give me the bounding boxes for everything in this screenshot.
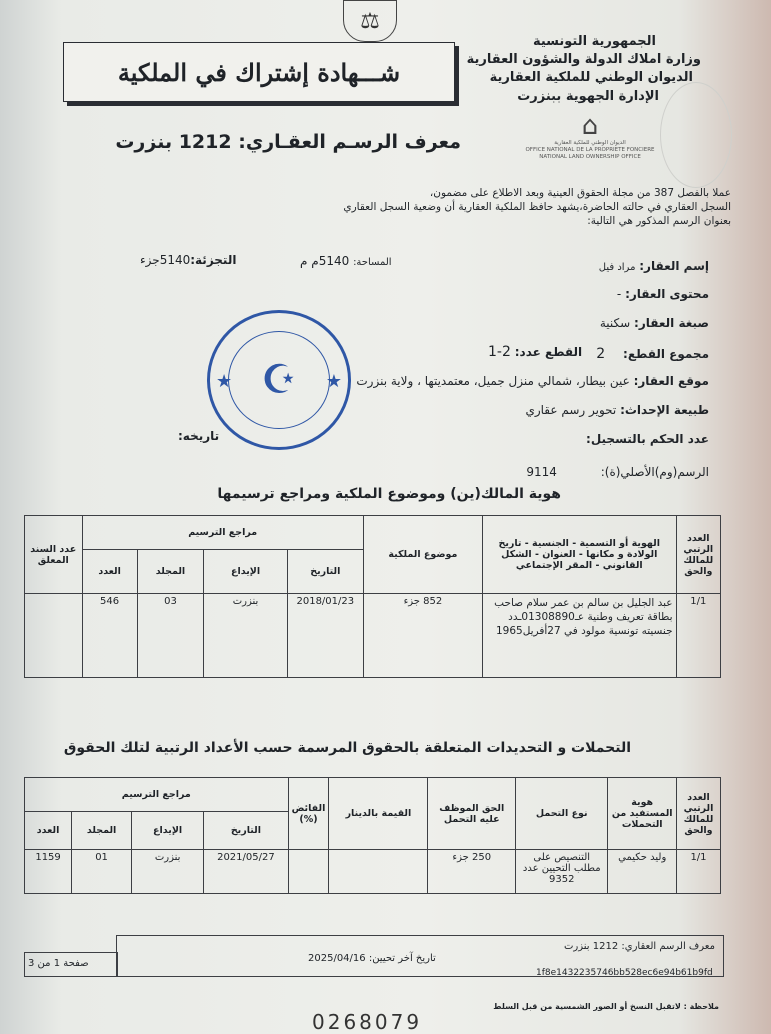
table-row bbox=[25, 594, 721, 678]
property-area: المساحة: 5140م م bbox=[300, 254, 392, 268]
property-content: محتوى العقار: - bbox=[616, 287, 709, 301]
col-beneficiary: هوية المستفيد من التحملات bbox=[608, 778, 677, 850]
property-judgment: عدد الحكم بالتسجيل: bbox=[586, 432, 709, 446]
col-deposit: الإيداع bbox=[204, 550, 287, 594]
property-subdivision: التجزئة:5140جزء bbox=[140, 253, 237, 267]
reference-value: 1212 بنزرت bbox=[115, 131, 232, 153]
owner-suspended bbox=[25, 594, 83, 678]
faded-stamp bbox=[660, 82, 732, 188]
intro-paragraph bbox=[131, 186, 731, 228]
property-lots-total: مجموع القطع: 2 bbox=[596, 346, 709, 362]
charge-number: 1159 bbox=[25, 850, 72, 894]
owner-order: 1/1 bbox=[676, 594, 720, 678]
col-right: الحق الموظف عليه التحمل bbox=[428, 778, 516, 850]
logo-english: NATIONAL LAND OWNERSHIP OFFICE bbox=[539, 154, 641, 160]
charges-section-title: التحملات و التحديدات المتعلقة بالحقوق المرسمة حسب الأعداد الرتبية لتلك الحقوق bbox=[63, 740, 631, 756]
onpf-logo bbox=[520, 112, 660, 161]
star-icon: ★ bbox=[325, 371, 342, 392]
col-number: العدد bbox=[25, 812, 72, 850]
col-refs: مراجع الترسيم bbox=[25, 778, 289, 812]
header-republic: الجمهورية التونسية bbox=[532, 34, 656, 49]
intro-line-3: بعنوان الرسم المذكور هي التالية: bbox=[587, 215, 731, 227]
charge-right: 250 جزء bbox=[428, 850, 516, 894]
col-order: العدد الرتبي للمالك والحق bbox=[676, 778, 720, 850]
col-deposit: الإيداع bbox=[132, 812, 204, 850]
official-round-stamp bbox=[207, 310, 351, 450]
col-date: التاريخ bbox=[204, 812, 288, 850]
col-amount: القيمة بالدينار bbox=[329, 778, 428, 850]
tunisia-coat-of-arms-icon: ☪ bbox=[228, 331, 330, 429]
star-icon: ★ bbox=[216, 371, 233, 392]
header-office: الديوان الوطني للملكية العقارية bbox=[489, 70, 693, 85]
table-row bbox=[25, 850, 721, 894]
logo-arabic: الديوان الوطني للملكية العقارية bbox=[554, 140, 626, 146]
header-directorate: الإدارة الجهوية ببنزرت bbox=[517, 89, 659, 104]
col-date: التاريخ bbox=[287, 550, 363, 594]
reference-title bbox=[115, 131, 461, 153]
col-identity: الهوية أو التسمية - الجنسية - تاريخ الولادة و مكانها - العنوان - الشكل القانوني - المقر الإجتماعي bbox=[482, 516, 676, 594]
owners-table bbox=[24, 515, 721, 678]
property-type: صبغة العقار: سكنية bbox=[599, 316, 709, 330]
charge-order: 1/1 bbox=[676, 850, 720, 894]
owners-section-title: هوية المالك(ين) وموضوع الملكية ومراجع ترسيمها bbox=[217, 486, 561, 502]
intro-line-2: السجل العقاري في حالته الحاضرة،يشهد حافظ الملكية العقارية أن وضعية السجل العقاري bbox=[343, 201, 731, 213]
reference-label: معرف الرسـم العقـاري: bbox=[238, 131, 461, 153]
onpf-building-icon: ⌂ bbox=[581, 111, 599, 141]
property-lots-number: القطع عدد: 2-1 bbox=[488, 344, 583, 360]
property-creation: طبيعة الإحداث: تحوير رسم عقاري bbox=[525, 403, 709, 417]
logo-french: OFFICE NATIONAL DE LA PROPRIETE FONCIERE bbox=[525, 147, 655, 153]
document-title: شـــهادة إشتراك في الملكية bbox=[63, 42, 455, 102]
serial-number: 0268079 bbox=[312, 1010, 423, 1034]
charge-volume: 01 bbox=[72, 850, 132, 894]
charges-table bbox=[24, 777, 721, 894]
col-number: العدد bbox=[82, 550, 137, 594]
footer-note: ملاحظة : لاتقبل النسخ أو الصور الشمسية من قبل السلط bbox=[493, 1002, 719, 1011]
col-interest: الفائض (%) bbox=[288, 778, 329, 850]
footer-update: تاريخ آخر تحيين: 2025/04/16 bbox=[308, 953, 436, 964]
col-charge-type: نوع التحمل bbox=[516, 778, 608, 850]
col-refs: مراجع الترسيم bbox=[82, 516, 363, 550]
owner-volume: 03 bbox=[137, 594, 204, 678]
property-date: تاريخه: bbox=[178, 429, 220, 443]
property-location: موقع العقار: عين بيطار، شمالي منزل جميل، معتمديتها ، ولاية بنزرت bbox=[356, 374, 709, 388]
property-name: إسم العقار: مراد فيل bbox=[598, 259, 709, 273]
charge-interest bbox=[288, 850, 329, 894]
charge-date: 2021/05/27 bbox=[204, 850, 288, 894]
property-original: الرسم(وم)الأصلي(ة): 9114 bbox=[526, 465, 709, 479]
owner-date: 2018/01/23 bbox=[287, 594, 363, 678]
scales-emblem-icon: ⚖ bbox=[343, 0, 397, 42]
col-subject: موضوع الملكية bbox=[363, 516, 482, 594]
owner-identity: عبد الجليل بن سالم بن عمر سلام صاحب بطاقة تعريف وطنية عـ01308890ـدد جنسيته تونسية مولود في 27أفريل1965 bbox=[482, 594, 676, 678]
charge-beneficiary: وليد حكيمي bbox=[608, 850, 677, 894]
charge-deposit: بنزرت bbox=[132, 850, 204, 894]
intro-line-1: عملا بالفصل 387 من مجلة الحقوق العينية وبعد الاطلاع على مضمون، bbox=[429, 187, 731, 199]
owner-number: 546 bbox=[82, 594, 137, 678]
page-indicator: صفحة 1 من 3 bbox=[28, 958, 89, 969]
document-hash: 1f8e1432235746bb528ec6e94b61b9fd bbox=[536, 968, 713, 978]
col-volume: المجلد bbox=[137, 550, 204, 594]
charge-amount bbox=[329, 850, 428, 894]
owner-subject: 852 جزء bbox=[363, 594, 482, 678]
header-ministry: وزارة املاك الدولة والشؤون العقارية bbox=[466, 52, 701, 67]
col-volume: المجلد bbox=[72, 812, 132, 850]
owner-deposit: بنزرت bbox=[204, 594, 287, 678]
col-order: العدد الرتبي للمالك والحق bbox=[676, 516, 720, 594]
col-suspended: عدد السند المعلق bbox=[25, 516, 83, 594]
footer-reference: معرف الرسم العقاري: 1212 بنزرت bbox=[564, 941, 715, 952]
charge-type: التنصيص على مطلب التحيين عدد 9352 bbox=[516, 850, 608, 894]
